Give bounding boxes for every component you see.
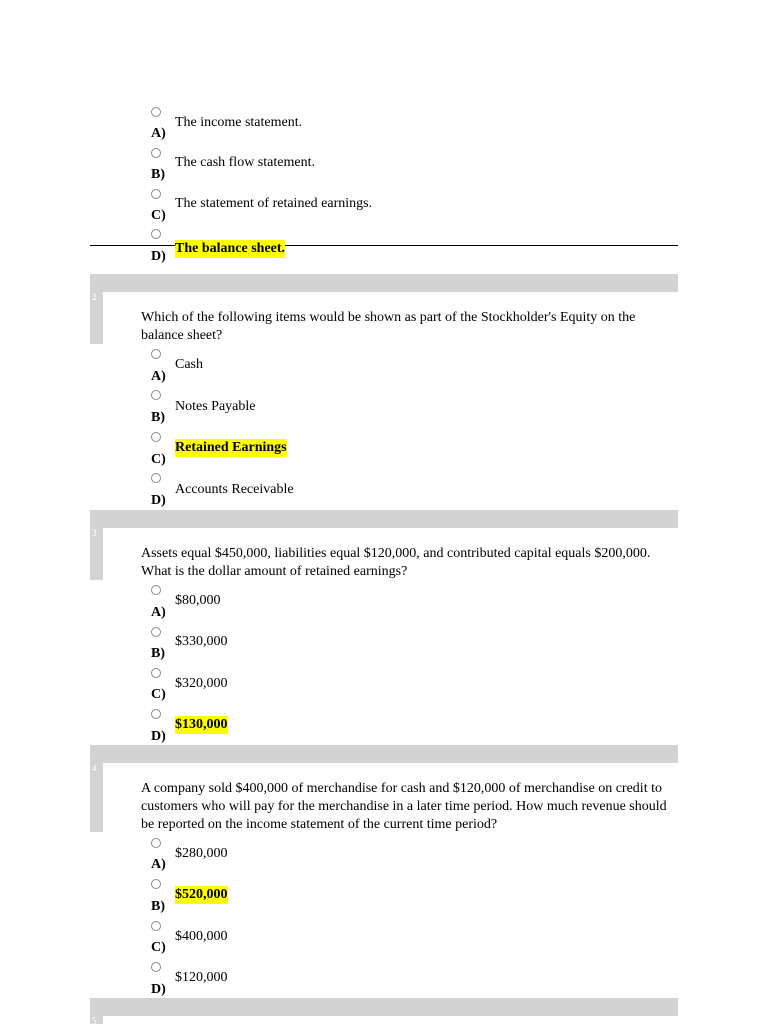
option-text: The cash flow statement. (175, 155, 315, 170)
option-text: $280,000 (175, 846, 228, 861)
option-letter: D) (151, 729, 166, 744)
radio-q2-c[interactable] (151, 432, 161, 442)
radio-q3-b[interactable] (151, 627, 161, 637)
option-letter: B) (151, 646, 165, 661)
option-text: $330,000 (175, 634, 228, 649)
radio-q2-d[interactable] (151, 473, 161, 483)
radio-q1-c[interactable] (151, 189, 161, 199)
option-text: The income statement. (175, 115, 303, 130)
option-text: Cash (175, 357, 203, 372)
correct-answer-highlight: $130,000 (175, 717, 228, 732)
question-text: A company sold $400,000 of merchandise for cash and $120,000 of merchandise on credit to customers who will pay for the merchandise in a later time period. How much revenue should be reported on the income statement of the current time period? (141, 781, 667, 832)
question-separator-bar (90, 998, 678, 1016)
question-number: 5 (90, 1016, 103, 1024)
correct-answer-highlight: The balance sheet. (175, 241, 286, 256)
option-text: Accounts Receivable (175, 482, 294, 497)
radio-q1-d[interactable] (151, 229, 161, 239)
question-separator-bar (90, 745, 678, 763)
option-letter: C) (151, 208, 166, 223)
radio-q3-d[interactable] (151, 709, 161, 719)
option-text: $80,000 (175, 593, 221, 608)
option-text: $120,000 (175, 970, 228, 985)
option-letter: A) (151, 857, 166, 872)
radio-q1-b[interactable] (151, 148, 161, 158)
option-letter: C) (151, 452, 166, 467)
radio-q4-b[interactable] (151, 879, 161, 889)
option-letter: A) (151, 605, 166, 620)
option-letter: C) (151, 940, 166, 955)
question-number: 4 (90, 763, 103, 832)
option-letter: B) (151, 410, 165, 425)
radio-q2-b[interactable] (151, 390, 161, 400)
radio-q4-a[interactable] (151, 838, 161, 848)
question-separator-bar (90, 274, 678, 292)
option-letter: B) (151, 167, 165, 182)
question-number: 2 (90, 292, 103, 344)
question-text: Assets equal $450,000, liabilities equal $120,000, and contributed capital equals $200,000. What is the dollar amount of retained earnings? (141, 546, 651, 579)
option-text: The statement of retained earnings. (175, 196, 373, 211)
option-letter: C) (151, 687, 166, 702)
radio-q4-d[interactable] (151, 962, 161, 972)
radio-q1-a[interactable] (151, 107, 161, 117)
correct-answer-highlight: $520,000 (175, 887, 228, 902)
question-separator-bar (90, 510, 678, 528)
radio-q3-c[interactable] (151, 668, 161, 678)
option-letter: B) (151, 899, 165, 914)
option-letter: A) (151, 126, 166, 141)
question-number: 3 (90, 528, 103, 580)
option-text: $320,000 (175, 676, 228, 691)
radio-q3-a[interactable] (151, 585, 161, 595)
option-letter: D) (151, 493, 166, 508)
option-letter: D) (151, 982, 166, 997)
option-text: $400,000 (175, 929, 228, 944)
correct-answer-highlight: Retained Earnings (175, 440, 287, 455)
question-text: Which of the following items would be shown as part of the Stockholder's Equity on the balance sheet? (141, 310, 636, 343)
option-text: Notes Payable (175, 399, 256, 414)
radio-q2-a[interactable] (151, 349, 161, 359)
option-letter: D) (151, 249, 166, 264)
radio-q4-c[interactable] (151, 921, 161, 931)
option-letter: A) (151, 369, 166, 384)
